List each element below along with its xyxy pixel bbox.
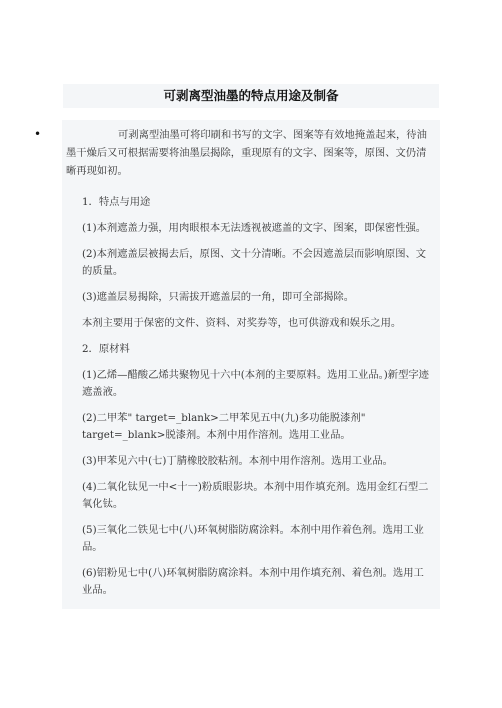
- material-item-2: (2)二甲苯" target=_blank>二甲苯见五中(九)多功能脱漆剂" target=_blank>脱漆剂。本剂中用作溶剂。选用工业品。: [82, 412, 366, 441]
- material-item-5: (5)三氧化二铁见七中(八)环氧树脂防腐涂料。本剂中用作着色剂。选用工业品。: [82, 524, 424, 553]
- document-title: 可剥离型油墨的特点用途及制备: [63, 84, 439, 108]
- material-item-3: (3)甲苯见六中(七)丁腈橡胶胶粘剂。本剂中用作溶剂。选用工业品。: [82, 455, 393, 467]
- section-heading-materials: 2．原材料: [82, 343, 130, 355]
- paragraph-usage: 本剂主要用于保密的文件、资料、对奖券等，也可供游戏和娱乐之用。: [82, 317, 402, 329]
- intro-paragraph: 可剥离型油墨可将印刷和书写的文字、图案等有效地掩盖起来，待油墨干燥后又可根据需要将油墨层揭除，重现原有的文字、图案等，原图、文仍清晰再现如初。: [66, 129, 427, 177]
- material-item-4: (4)二氧化钛见一中<十一)粉质眼影块。本剂中用作填充剂。选用金红石型二氧化钛。: [82, 481, 429, 510]
- material-item-1: (1)乙烯—醋酸乙烯共聚物见十六中(本剂的主要原料。选用工业品。)新型字迹遮盖液。: [82, 369, 429, 398]
- document-body: [62, 120, 440, 609]
- bullet-marker: •: [34, 127, 42, 141]
- section-heading-uses: 1．特点与用途: [82, 196, 151, 208]
- material-item-6: (6)铝粉见七中(八)环氧树脂防腐涂料。本剂中用作填充剂、着色剂。选用工业品。: [82, 567, 424, 596]
- paragraph-item-1: (1)本剂遮盖力强，用肉眼根本无法透视被遮盖的文字、图案，即保密性强。: [82, 222, 427, 234]
- paragraph-item-2: (2)本剂遮盖层被揭去后，原图、文十分清晰。不会因遮盖层而影响原图、文的质量。: [82, 248, 427, 277]
- paragraph-item-3: (3)遮盖层易揭除，只需拔开遮盖层的一角，即可全部揭除。: [82, 291, 355, 303]
